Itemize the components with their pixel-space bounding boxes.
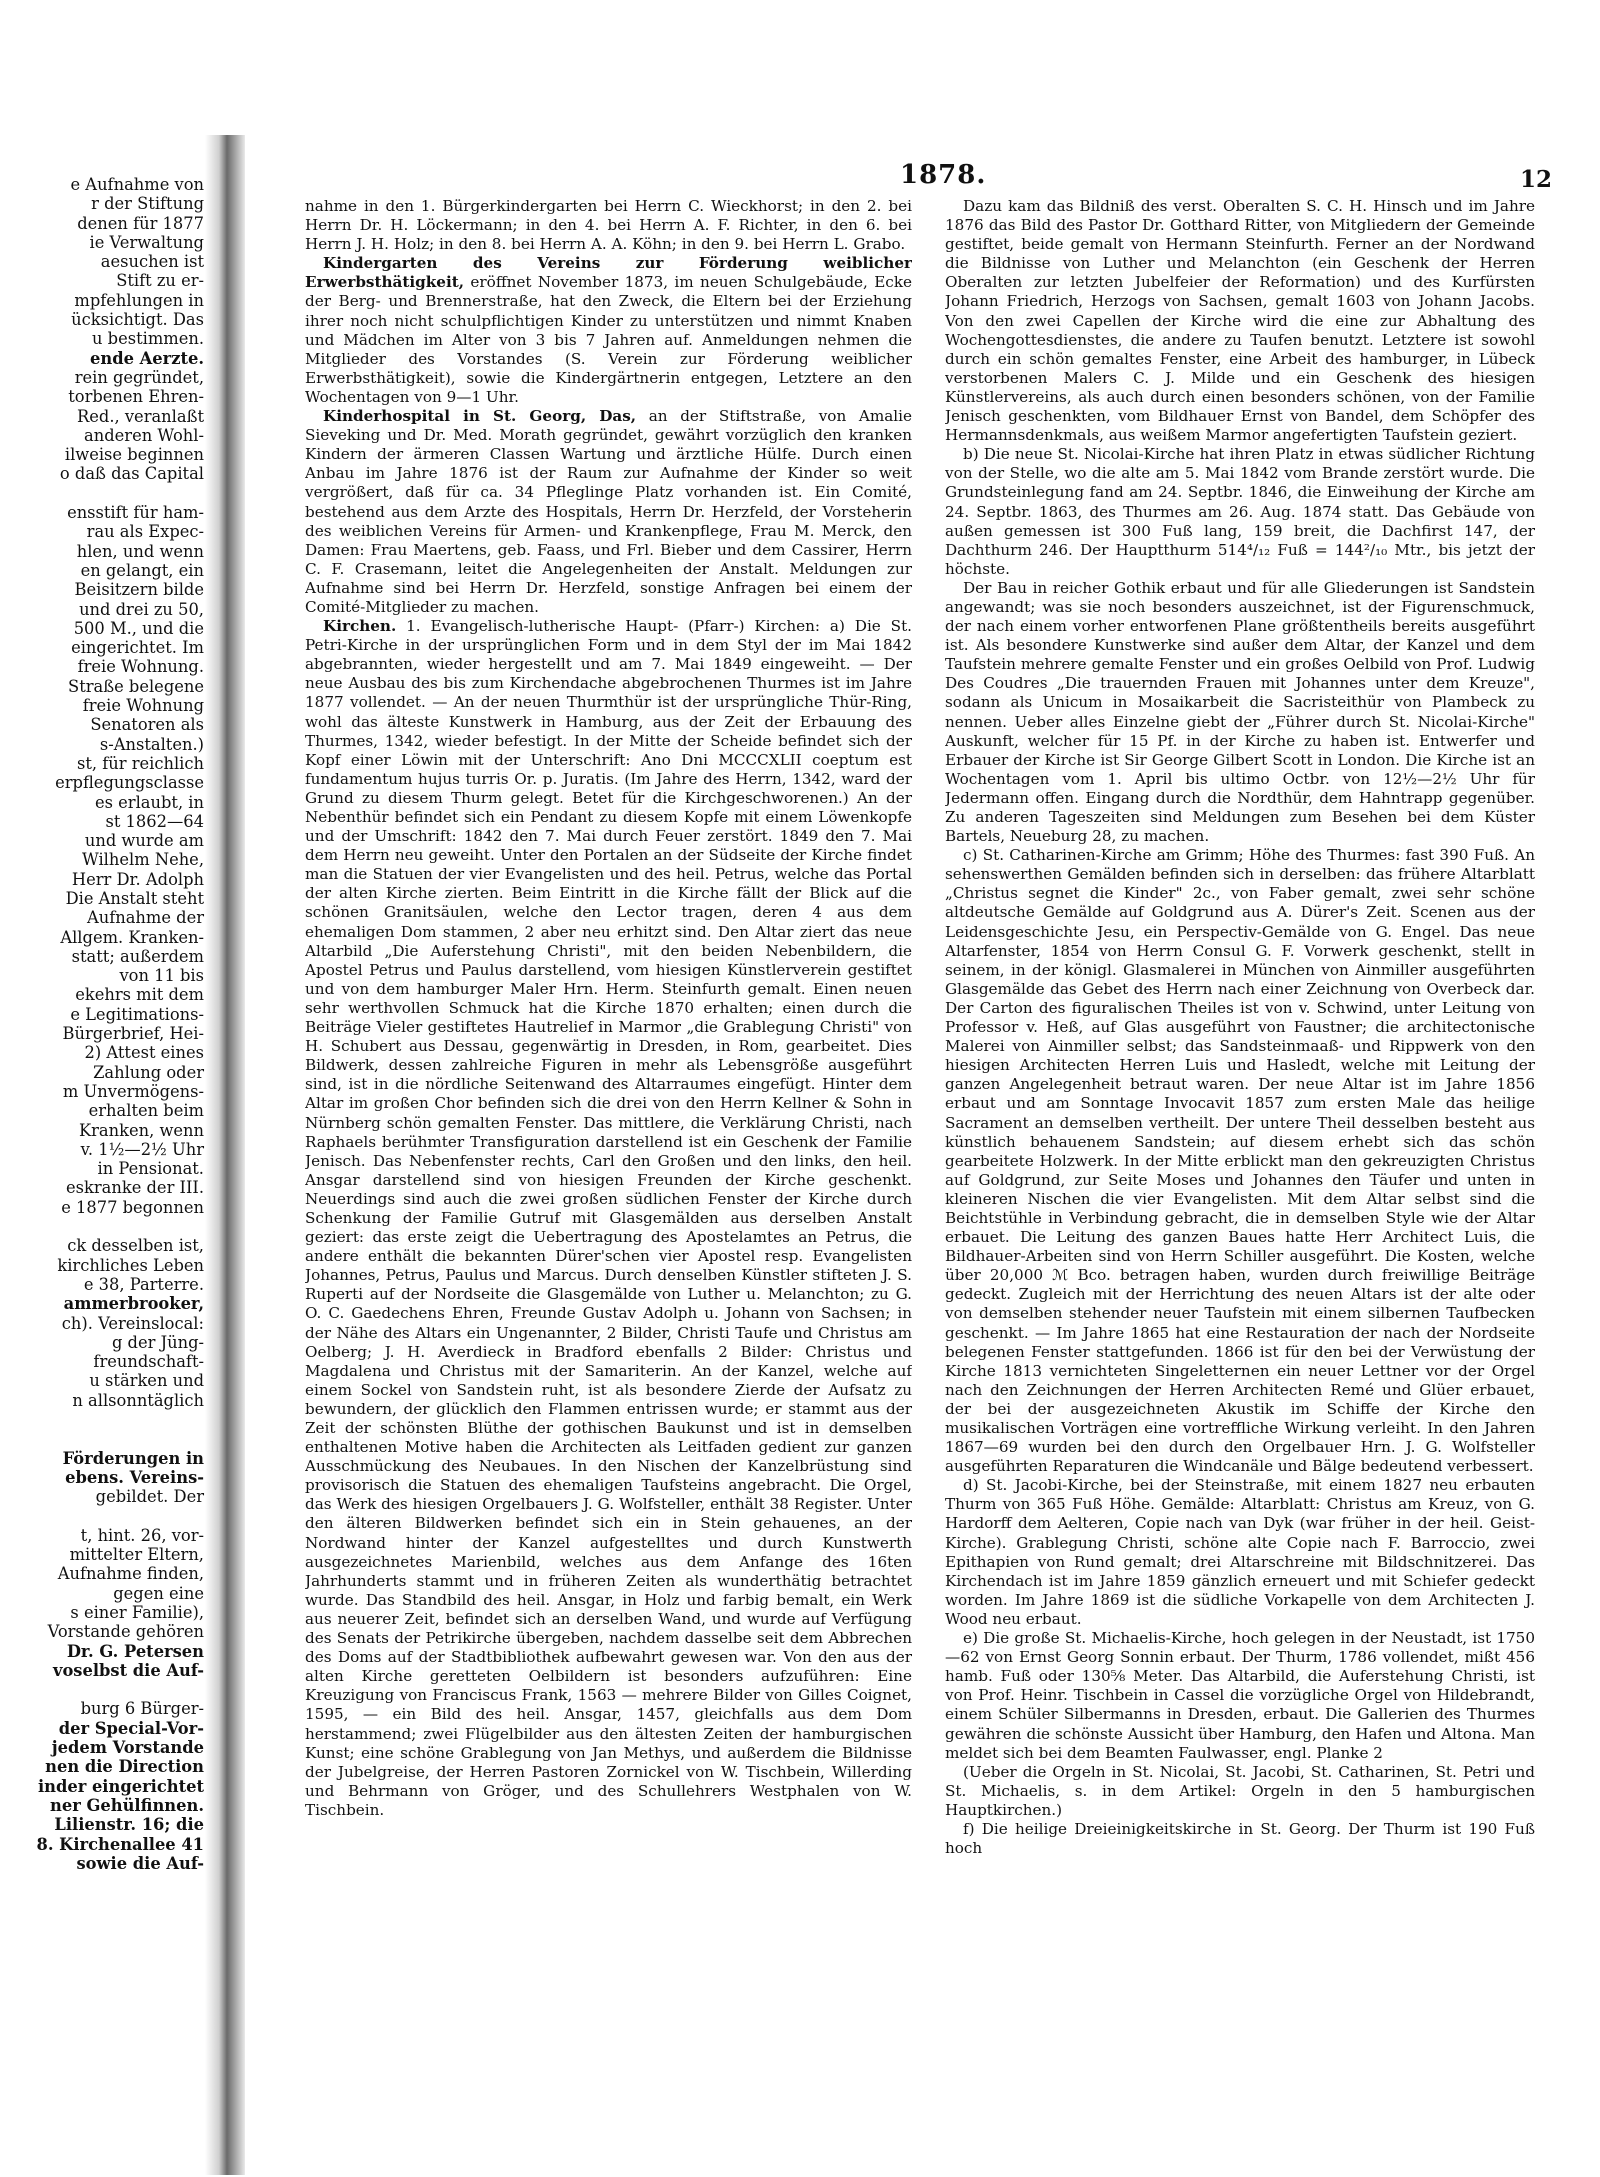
left-fragment-line: 2) Attest eines: [84, 1043, 204, 1063]
text-column-left: [305, 197, 912, 2057]
left-fragment-line: v. 1½—2½ Uhr: [80, 1139, 204, 1159]
left-fragment-line: st 1862—64: [105, 811, 204, 831]
left-fragment-line: gebildet. Der: [95, 1487, 204, 1507]
left-fragment-line: st, für reichlich: [77, 753, 204, 773]
left-fragment-line: ilweise beginnen: [64, 445, 204, 465]
left-fragment-line: u stärken und: [89, 1371, 204, 1391]
entry-text: d) St. Jacobi-Kirche, bei der Steinstraße, mit einem 1827 neu erbauten Thurm von 365 Fuß Höhe. Gemälde: Altarblatt: Christus am Kreuz, von G. Hardorff dem Aelteren, Copie nach van Dyk (war früher in der heil. Geist-Kirche). Grablegung Christi, schöne alte Copie nach F. Barroccio, zwei Epithapien von Rund gemalt; drei Altarschreine mit Bildschnitzerei. Das Kirchendach ist im Jahre 1859 gänzlich erneuert und mit Schiefer gedeckt worden. Im Jahre 1869 ist die südliche Vorkapelle von dem Architecten J. Wood neu erbaut.: [945, 1476, 1535, 1628]
left-fragment-line: en gelangt, ein: [80, 560, 204, 580]
left-fragment-line: ebens. Vereins-: [65, 1467, 204, 1487]
left-fragment-line: eskranke der III.: [66, 1178, 204, 1198]
left-fragment-line: ücksichtigt. Das: [71, 310, 204, 330]
left-fragment-line: mpfehlungen in: [74, 290, 204, 310]
left-fragment-line: burg 6 Bürger-: [80, 1699, 204, 1719]
left-fragment-line: inder eingerichtet: [37, 1776, 204, 1796]
left-fragment-line: [6, 1410, 204, 1429]
left-fragment-line: hlen, und wenn: [76, 541, 204, 561]
left-fragment-line: es erlaubt, in: [95, 792, 204, 812]
left-fragment-line: freundschaft-: [93, 1352, 204, 1372]
paragraph: [945, 1763, 1535, 1820]
left-fragment-line: der Special-Vor-: [58, 1718, 204, 1738]
left-fragment-line: mittelter Eltern,: [69, 1545, 204, 1565]
entry-heading: Kindergarten des Vereins zur Förderung weiblicher Erwerbsthätigkeit,: [305, 254, 912, 292]
entry-heading: Kirchen.: [323, 617, 397, 636]
entry-text: b) Die neue St. Nicolai-Kirche hat ihren Platz in etwas südlicher Richtung von der Stelle, wo die alte am 5. Mai 1842 vom Brande zerstört wurde. Die Grundsteinlegung fand am 24. Septbr. 1846, die Einweihung der Kirche am 24. Septbr. 1863, des Thurmes am 26. Aug. 1874 statt. Das Gebäude von außen gemessen ist 300 Fuß lang, 159 breit, die Dachfirst 147, der Dachthurm 246. Der Hauptthurm 514⁴/₁₂ Fuß = 144²/₁₀ Mtr., bis jetzt der höchste.: [945, 445, 1535, 578]
left-fragment-line: torbenen Ehren-: [68, 387, 204, 407]
left-fragment-line: Red., veranlaßt: [77, 406, 204, 426]
left-fragment-line: ck desselben ist,: [67, 1236, 204, 1256]
left-fragment-line: 8. Kirchenallee 41: [36, 1834, 204, 1854]
text-column-right: [945, 197, 1535, 2027]
paragraph: [305, 197, 912, 254]
left-fragment-line: ammerbrooker,: [63, 1294, 204, 1314]
left-fragment-line: gegen eine: [113, 1583, 204, 1603]
left-fragment-line: anderen Wohl-: [84, 425, 204, 445]
entry-text: c) St. Catharinen-Kirche am Grimm; Höhe des Thurmes: fast 390 Fuß. An sehenswerthen Gemälden befinden sich in derselben: das frühere Altarblatt „Christus segnet die Kinder" 2c., von Faber gemalt, zwei sehr schöne altdeutsche Gemälde auf Goldgrund aus A. Dürer's Zeit. Scenen aus der Leidensgeschichte Jesu, ein Perspectiv-Gemälde von G. Engel. Das neue Altarfenster, 1854 von Herrn Consul G. F. Vorwerk geschenkt, stellt in seinem, in der königl. Glasmalerei in München von Ainmiller ausgeführten Glasgemälde das Gebet des Herrn nach einer Zeichnung von Overbeck dar. Der Carton des figuralischen Theiles ist von v. Schwind, unter Leitung von Professor v. Heß, auf Glas ausgeführt von Faustner; die architectonische Malerei von Ainmiller selbst; das Sandsteinmaaß- und Rippwerk von den hiesigen Architecten Herren Luis und Hasledt, welche mit Leitung der ganzen Angelegenheit betraut waren. Der neue Altar ist im Jahre 1856 erbaut und am Sonntage Invocavit 1857 zum ersten Male das heilige Sacrament an demselben vertheilt. Der untere Theil desselben besteht aus künstlich behauenem Sandstein; auf diesem erhebt sich das schön gearbeitete Holzwerk. In der Mitte erblickt man den gekreuzigten Christus auf Goldgrund, zur Seite Moses und Johannes den Täufer und unten in kleineren Nischen die vier Evangelisten. Mit dem Altar selbst sind die Beichtstühle in Verbindung gebracht, die in demselben Style wie der Altar erbauet. Die Leitung des ganzen Baues hatte Herr Architect Luis, die Bildhauer-Arbeiten sind von Herrn Schiller ausgeführt. Die Kosten, welche über 20,000 ℳ Bco. betragen haben, wurden durch freiwillige Beiträge gedeckt. Zugleich mit der Herrichtung des neuen Altars ist der alte oder von demselben stehender neuer Taufstein mit einem silbernen Taufbecken geschenkt. — Im Jahre 1865 hat eine Restauration der nach der Nordseite belegenen Fenster stattgefunden. 1866 ist für den bei der Verwüstung der Kirche 1813 vernichteten Singeletternen ein neuer Lettner vor der Orgel nach den Zeichnungen der Herren Architecten Remé und Glüer erbauet, der bei der ausgezeichneten Akustik im Schiffe der Kirche den musikalischen Vorträgen eine vortreffliche Wirkung verleiht. In den Jahren 1867—69 wurden bei den durch den Orgelbauer Hrn. J. G. Wolfsteller ausgeführten Reparaturen die Windcanäle und Bälge bedeutend verbessert.: [945, 846, 1535, 1476]
left-fragment-line: [6, 1680, 204, 1699]
page-header: [260, 150, 1590, 193]
left-fragment-line: o daß das Capital: [59, 464, 204, 484]
left-fragment-line: ende Aerzte.: [90, 348, 204, 368]
left-fragment-line: ekehrs mit dem: [75, 985, 204, 1005]
left-fragment-line: freie Wohnung.: [77, 657, 204, 677]
left-fragment-line: rein gegründet,: [74, 367, 204, 387]
left-fragment-line: aesuchen ist: [100, 252, 204, 272]
left-fragment-line: und wurde am: [84, 831, 204, 851]
left-fragment-line: statt; außerdem: [71, 946, 204, 966]
left-fragment-line: von 11 bis: [119, 966, 204, 986]
left-fragment-line: s-Anstalten.): [99, 734, 204, 754]
left-fragment-line: Zahlung oder: [93, 1062, 204, 1082]
left-fragment-line: rau als Expec-: [86, 522, 204, 542]
left-fragment-line: 500 M., und die: [73, 618, 204, 638]
left-fragment-line: erhalten beim: [88, 1101, 204, 1121]
left-fragment-line: Aufnahme finden,: [57, 1564, 204, 1584]
entry-text: 1. Evangelisch-lutherische Haupt- (Pfarr-) Kirchen: a) Die St. Petri-Kirche in der ursprünglichen Form und in dem Styl der im Mai 1842 abgebrannten, wieder hergestellt und am 7. Mai 1849 eingeweiht. — Der neue Ausbau des bis zum Kirchendache abgebrochenen Thurmes ist im Jahre 1877 vollendet. — An der neuen Thurmthür ist der ursprüngliche Thür-Ring, wohl das älteste Kunstwerk in Hamburg, aus der Zeit der Erbauung des Thurmes, 1342, wieder befestigt. In der Mitte der Scheide befindet sich der Kopf einer Löwin mit der Unterschrift: Ano Dni MCCCXLII coeptum est fundamentum hujus turris Or. p. Juratis. (Im Jahre des Herrn, 1342, ward der Grund zu diesem Thurm gelegt. Betet für die Kirchgeschworenen.) An der Nebenthür befindet sich ein Pendant zu diesem Kopfe mit einem Löwenkopfe und der Umschrift: 1842 den 7. Mai durch Feuer zerstört. 1849 den 7. Mai dem Herrn neu geweiht. Unter den Portalen an der Südseite der Kirche findet man die Statuen der vier Evangelisten und des heil. Petrus, welche das Portal der alten Kirche zierten. Beim Eintritt in die Kirche fällt der Blick auf die schönen Granitsäulen, welche den Lector tragen, deren 4 aus dem ehemaligen Dom stammen, 2 aber neu erhitzt sind. Den Altar ziert das neue Altarbild „Die Auferstehung Christi", mit den beiden Nebenbildern, die Apostel Petrus und Paulus darstellend, vom hiesigen Künstlerverein gestiftet und von dem hamburger Maler Hrn. Herm. Steinfurth gemalt. Einen neuen sehr werthvollen Schmuck hat die Kirche 1870 erhalten; einen durch die Beiträge Vieler gestiftetes Hautrelief in Marmor „die Grablegung Christi" von H. Schubert aus Dessau, gegenwärtig in Dresden, in Rom, gearbeitet. Dies Bildwerk, dessen zahlreiche Figuren in mehr als Lebensgröße ausgeführt sind, ist in die nördliche Seitenwand des Altarraumes eingefügt. Hinter dem Altar im großen Chor befinden sich die drei von den Herrn Kellner & Sohn in Nürnberg schön gemalten Fenster. Das mittlere, die Verklärung Christi, nach Raphaels berühmter Transfiguration darstellend ist ein Geschenk der Familie Jenisch. Das Nebenfenster rechts, Carl den Großen und den links, den heil. Ansgar darstellend sind von hiesigen Freunden der Kirche geschenkt. Neuerdings sind auch die zwei großen südlichen Fenster der Kirche durch Schenkung der Familie Gutruf mit Glasgemälden aus derselben Anstalt geziert: das erste zeigt die Uebertragung des Apostelamtes an Petrus, die andere enthält die bekannten Dürer'schen vier Apostel resp. Evangelisten Johannes, Petrus, Paulus und Marcus. Durch denselben Künstler stifteten J. S. Ruperti auf der Nordseite die Glasgemälde von Luther u. Melanchton; zu G. O. C. Gaedechens Ehren, Freunde Gustav Adolph u. Johann von Sachsen; in der Nähe des Altars ein Ungenannter, 2 Bilder, Christi Taufe und Christus am Oelberg; J. H. Averdieck in Bradford ebenfalls 2 Bilder: Christus und Magdalena und Christus mit der Samariterin. An der Kanzel, welche auf einem Sockel von Sandstein ruht, ist als besondere Zierde der Aufsatz zu bewundern, der glücklich den Flammen entrissen wurde; er stammt aus der Zeit der schönsten Blüthe der gothischen Baukunst und ist in demselben enthaltenen Motive haben die Architecten als Leitfaden gedient zur ganzen Ausschmückung des Neubaues. In den Nischen der Kanzelbrüstung sind provisorisch die Statuen des ehemaligen Taufsteins angebracht. Die Orgel, das Werk des hiesigen Orgelbauers J. G. Wolfsteller, enthält 38 Register. Unter den älteren Bildwerken befindet sich ein in Stein gehauenes, an der Nordwand hinter der Kanzel aufgestelltes und durch Kunstwerth ausgezeichnetes Marienbild, welches aus dem Anfange des 16ten Jahrhunderts stammt und in früheren Zeiten als wunderthätig betrachtet wurde. Das Standbild des heil. Ansgar, in Holz und farbig bemalt, ein Werk aus neuerer Zeit, befindet sich an derselben Wand, und wurde auf Verfügung des Senats der Petrikirche übergeben, nachdem dasselbe seit dem Abbrechen des Doms auf der Stadtbibliothek aufbewahrt gewesen war. Von den aus der alten Kirche geretteten Oelbildern ist besonders aufzuführen: Eine Kreuzigung von Franciscus Frank, 1563 — mehrere Bilder von Gilles Coignet, 1595, — ein Bild des heil. Ansgar, 1457, gleichfalls aus dem Dom herstammend; zwei Flügelbilder aus den ältesten Zeiten der hamburgischen Kunst; eine schöne Grablegung von Jan Methys, und außerdem die Bildnisse der Jubelgreise, der Herren Pastoren Zornickel von W. Tischbein, Willerding und Behrmann von Gröger, und des Schullehrers Westphalen von W. Tischbein.: [305, 617, 912, 1819]
left-fragment-line: e 38, Parterre.: [83, 1274, 204, 1294]
left-fragment-line: ie Verwaltung: [89, 232, 204, 252]
left-fragment-line: e Aufnahme von: [70, 175, 204, 194]
book-gutter: [205, 135, 245, 2175]
left-fragment-line: Dr. G. Petersen: [66, 1641, 204, 1661]
paragraph: [305, 407, 912, 617]
left-fragment-line: denen für 1877: [77, 213, 204, 233]
left-fragment-line: e Legitimations-: [70, 1004, 204, 1024]
entry-text: e) Die große St. Michaelis-Kirche, hoch gelegen in der Neustadt, ist 1750—62 von Ernst Georg Sonnin erbaut. Der Thurm, 1786 vollendet, mißt 456 hamb. Fuß oder 130⅝ Meter. Das Altarbild, die Auferstehung Christi, ist von Prof. Heinr. Tischbein in Cassel die vorzügliche Orgel von Hildebrandt, einem Schüler Silbermanns in Dresden, erbaut. Die Gallerien des Thurmes gewähren die schönste Aussicht über Hamburg, den Hafen und Altona. Man meldet sich bei dem Beamten Faulwasser, engl. Planke 2: [945, 1629, 1535, 1762]
paragraph: [945, 846, 1535, 1476]
left-fragment-line: Herr Dr. Adolph: [71, 869, 204, 889]
entry-heading: Kinderhospital in St. Georg, Das,: [323, 407, 637, 426]
left-fragment-line: ner Gehülfinnen.: [50, 1795, 204, 1815]
left-fragment-line: Beisitzern bilde: [74, 580, 204, 600]
left-fragment-line: Straße belegene: [68, 676, 204, 696]
left-page-text-column: [6, 175, 204, 1873]
paragraph: [305, 254, 912, 407]
left-fragment-line: g der Jüng-: [111, 1332, 204, 1352]
entry-text: nahme in den 1. Bürgerkindergarten bei Herrn C. Wieckhorst; in den 2. bei Herrn Dr. H. Löckermann; in den 4. bei Herrn A. F. Richter, in den 6. bei Herrn J. H. Holz; in den 8. bei Herrn A. A. Köhn; in den 9. bei Herrn L. Grabo.: [305, 197, 912, 254]
left-fragment-line: t, hint. 26, vor-: [80, 1525, 204, 1545]
paragraph: [945, 1820, 1535, 1858]
left-fragment-line: m Unvermögens-: [62, 1081, 204, 1101]
left-fragment-line: freie Wohnung: [82, 696, 204, 716]
left-fragment-line: Stift zu er-: [116, 271, 204, 291]
left-fragment-line: [6, 484, 204, 503]
left-fragment-line: eingerichtet. Im: [71, 638, 204, 658]
paragraph: [945, 197, 1535, 445]
left-fragment-line: Förderungen in: [62, 1448, 204, 1468]
left-fragment-line: jedem Vorstande: [51, 1738, 204, 1758]
left-fragment-line: s einer Familie),: [70, 1602, 204, 1622]
entry-text: eröffnet November 1873, im neuen Schulgebäude, Ecke der Berg- und Brennerstraße, hat den Zweck, die Eltern bei der Erziehung ihrer noch nicht schulpflichtigen Kinder zu unterstützen und nimmt Knaben und Mädchen im Alter von 3 bis 7 Jahren auf. Anmeldungen nehmen die Mitglieder des Vorstandes (S. Verein zur Förderung weiblicher Erwerbsthätigkeit), sowie die Kindergärtnerin entgegen, Letztere an den Wochentagen von 9—1 Uhr.: [305, 273, 912, 406]
left-fragment-line: Die Anstalt steht: [65, 888, 204, 908]
left-fragment-line: r der Stiftung: [91, 194, 204, 214]
left-fragment-line: Senatoren als: [90, 715, 204, 735]
paragraph: [945, 1476, 1535, 1629]
page-number: 12: [1520, 166, 1553, 193]
left-fragment-line: [6, 1217, 204, 1236]
left-page-fragment: [0, 175, 208, 2025]
left-fragment-line: Wilhelm Nehe,: [82, 850, 204, 870]
left-fragment-line: Aufnahme der: [86, 908, 204, 928]
left-fragment-line: in Pensionat.: [97, 1159, 204, 1179]
entry-text: an der Stiftstraße, von Amalie Sieveking und Dr. Med. Morath gegründet, gewährt vorzüglich den kranken Kindern der ärmeren Classen Wartung und ärztliche Hülfe. Durch einen Anbau im Jahre 1876 ist der Raum zur Aufnahme der Kinder so weit vergrößert, daß für ca. 34 Pfleglinge Platz vorhanden ist. Ein Comité, bestehend aus dem Arzte des Hospitals, Herrn Dr. Herzfeld, der Vorsteherin des weiblichen Vereins für Armen- und Krankenpflege, Frau M. Merck, den Damen: Frau Maertens, geb. Faass, und Frl. Bieber und dem Cassirer, Herrn C. F. Crasemann, leitet die Angelegenheiten der Anstalt. Meldungen zur Aufnahme sind bei Herrn Dr. Herzfeld, sonstige Anfragen bei einem der Comité-Mitglieder zu machen.: [305, 407, 912, 616]
left-fragment-line: u bestimmen.: [92, 329, 204, 349]
left-fragment-line: Kranken, wenn: [78, 1120, 204, 1140]
left-fragment-line: Vorstande gehören: [47, 1622, 204, 1642]
left-fragment-line: [6, 1429, 204, 1448]
left-fragment-line: [6, 1506, 204, 1525]
entry-text: f) Die heilige Dreieinigkeitskirche in St. Georg. Der Thurm ist 190 Fuß hoch: [945, 1819, 1535, 1858]
left-fragment-line: kirchliches Leben: [57, 1255, 204, 1275]
left-fragment-line: und drei zu 50,: [79, 599, 204, 619]
left-fragment-line: voselbst die Auf-: [52, 1660, 204, 1680]
page-year: 1878.: [900, 160, 987, 190]
left-fragment-line: ensstift für ham-: [67, 503, 204, 523]
left-fragment-line: Lilienstr. 16; die: [54, 1815, 204, 1835]
left-fragment-line: Allgem. Kranken-: [60, 927, 204, 947]
paragraph: [945, 579, 1535, 846]
paragraph: [305, 617, 912, 1820]
left-fragment-line: nen die Direction: [45, 1757, 204, 1777]
left-fragment-line: e 1877 begonnen: [61, 1197, 204, 1217]
paragraph: [945, 445, 1535, 579]
left-fragment-line: erpflegungsclasse: [55, 773, 204, 793]
left-fragment-line: n allsonntäglich: [72, 1390, 204, 1410]
entry-text: Dazu kam das Bildniß des verst. Oberalten S. C. H. Hinsch und im Jahre 1876 das Bild des Pastor Dr. Gotthard Ritter, von Mitgliedern der Gemeinde gestiftet, beide gemalt von Hermann Steinfurth. Ferner an der Nordwand die Bildnisse von Luther und Melanchton (ein Geschenk der Herren Oberalten zur letzten Jubelfeier der Reformation) und des Kurfürsten Johann Friedrich, Herzogs von Sachsen, gemalt 1603 von Johann Jacobs. Von den zwei Capellen der Kirche wird die eine zur Abhaltung des Wochengottesdienstes, die andere zu Taufen benutzt. Letztere ist sowohl durch ein schön gemaltes Fenster, eine Arbeit des hamburger, in Lübeck verstorbenen Malers C. J. Milde und ein Geschenk des hiesigen Künstlervereins, als auch durch einen besonders schönen, von der Familie Jenisch geschenkten, vom Bildhauer Ernst von Bandel, dem Schöpfer des Hermannsdenkmals, aus weißem Marmor angefertigten Taufstein geziert.: [945, 197, 1535, 445]
entry-text: (Ueber die Orgeln in St. Nicolai, St. Jacobi, St. Catharinen, St. Petri und St. Michaelis, s. in dem Artikel: Orgeln in den 5 hamburgischen Hauptkirchen.): [945, 1762, 1535, 1819]
left-fragment-line: Bürgerbrief, Hei-: [62, 1024, 204, 1044]
paragraph: [945, 1629, 1535, 1763]
left-fragment-line: sowie die Auf-: [76, 1853, 204, 1873]
entry-text: Der Bau in reicher Gothik erbaut und für alle Gliederungen ist Sandstein angewandt; was sie noch besonders auszeichnet, ist der Figurenschmuck, der nach einem vorher entworfenen Plane größtentheils bereits ausgeführt ist. Als besondere Kunstwerke sind außer dem Altar, der Kanzel und dem Taufstein mehrere gemalte Fenster und ein großes Oelbild von Prof. Ludwig Des Coudres „Die trauernden Frauen mit Johannes unter dem Kreuze", sodann als Unicum in Mosaikarbeit die Sacristeithür von Plambeck zu nennen. Ueber alles Einzelne giebt der „Führer durch St. Nicolai-Kirche" Auskunft, welcher für 15 Pf. in der Kirche zu haben ist. Entwerfer und Erbauer der Kirche ist Sir George Gilbert Scott in London. Die Kirche ist an Wochentagen vom 1. April bis ultimo Octbr. von 12½—2½ Uhr für Jedermann offen. Eingang durch die Nordthür, dem Hahntrapp gegenüber. Zu anderen Tageszeiten sind Meldungen zum Besehen bei dem Küster Bartels, Neueburg 28, zu machen.: [945, 578, 1535, 846]
left-fragment-line: ch). Vereinslocal:: [61, 1313, 204, 1333]
